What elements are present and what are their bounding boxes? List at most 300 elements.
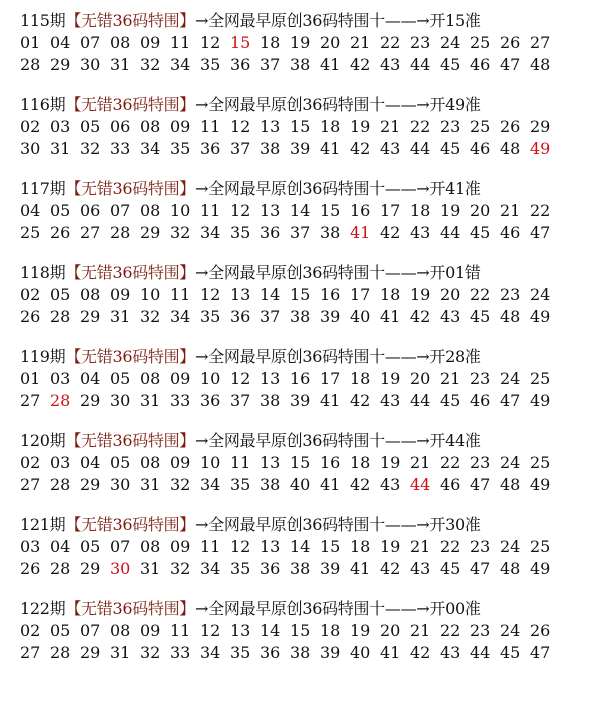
number-cell: 41 xyxy=(320,139,341,158)
number-cell: 24 xyxy=(530,285,551,304)
number-cell: 42 xyxy=(350,391,371,410)
number-cell: 48 xyxy=(500,307,521,326)
number-cell: 06 xyxy=(80,201,101,220)
number-cell: 35 xyxy=(230,223,251,242)
number-cell: 21 xyxy=(380,117,401,136)
issue-result: 44准 xyxy=(445,431,481,450)
number-row xyxy=(20,32,590,54)
number-cell: 29 xyxy=(80,559,101,578)
number-cell: 43 xyxy=(380,139,401,158)
number-cell: 13 xyxy=(260,369,281,388)
number-cell: 46 xyxy=(500,223,521,242)
number-cell: 27 xyxy=(530,33,551,52)
number-cell: 40 xyxy=(350,643,371,662)
issue-result: 00准 xyxy=(445,599,481,618)
number-cell: 16 xyxy=(320,453,341,472)
number-cell: 29 xyxy=(50,55,71,74)
number-cell: 39 xyxy=(290,391,311,410)
number-cell: 07 xyxy=(80,621,101,640)
number-cell: 37 xyxy=(260,307,281,326)
number-cell: 14 xyxy=(290,537,311,556)
number-cell: 22 xyxy=(440,621,461,640)
number-cell: 29 xyxy=(80,475,101,494)
number-cell: 11 xyxy=(170,285,191,304)
number-cell: 32 xyxy=(170,475,191,494)
number-cell: 12 xyxy=(230,117,251,136)
issue-number: 118期 xyxy=(20,263,66,282)
number-cell: 28 xyxy=(20,55,41,74)
number-cell: 49 xyxy=(530,475,551,494)
number-cell: 24 xyxy=(500,537,521,556)
number-cell: 38 xyxy=(290,307,311,326)
number-cell: 45 xyxy=(440,559,461,578)
number-cell: 34 xyxy=(140,139,161,158)
number-cell: 23 xyxy=(440,117,461,136)
number-cell: 20 xyxy=(470,201,491,220)
number-cell: 05 xyxy=(80,117,101,136)
number-cell: 17 xyxy=(320,369,341,388)
number-cell: 21 xyxy=(440,369,461,388)
number-cell: 37 xyxy=(260,55,281,74)
number-cell: 04 xyxy=(20,201,41,220)
issue-arrow-text: →全网最早原创36码特围十——→开 xyxy=(195,599,446,618)
number-cell: 49 xyxy=(530,559,551,578)
number-row xyxy=(20,642,590,664)
number-cell: 25 xyxy=(530,453,551,472)
number-cell: 45 xyxy=(440,55,461,74)
number-cell: 37 xyxy=(230,391,251,410)
number-cell: 31 xyxy=(140,559,161,578)
issue-number: 122期 xyxy=(20,599,66,618)
issue-result: 41准 xyxy=(445,179,481,198)
number-cell: 18 xyxy=(320,621,341,640)
number-cell: 45 xyxy=(440,139,461,158)
issue-number: 121期 xyxy=(20,515,66,534)
issue-block xyxy=(20,598,590,664)
number-cell: 03 xyxy=(50,117,71,136)
number-cell: 38 xyxy=(290,55,311,74)
number-cell: 25 xyxy=(20,223,41,242)
number-cell: 12 xyxy=(200,621,221,640)
number-cell: 02 xyxy=(20,117,41,136)
number-cell: 15 xyxy=(290,621,311,640)
number-cell: 33 xyxy=(170,643,191,662)
number-cell: 08 xyxy=(110,33,131,52)
highlighted-number: 28 xyxy=(50,391,71,410)
number-cell: 16 xyxy=(320,285,341,304)
number-cell: 36 xyxy=(230,55,251,74)
number-cell: 29 xyxy=(530,117,551,136)
number-cell: 42 xyxy=(410,643,431,662)
number-cell: 38 xyxy=(260,475,281,494)
number-cell: 03 xyxy=(50,369,71,388)
number-cell: 07 xyxy=(110,537,131,556)
number-cell: 44 xyxy=(440,223,461,242)
number-cell: 07 xyxy=(110,201,131,220)
number-cell: 48 xyxy=(530,55,551,74)
number-cell: 29 xyxy=(80,643,101,662)
number-cell: 32 xyxy=(140,643,161,662)
issue-arrow-text: →全网最早原创36码特围十——→开 xyxy=(195,263,446,282)
number-cell: 04 xyxy=(50,33,71,52)
number-cell: 17 xyxy=(350,285,371,304)
number-cell: 31 xyxy=(50,139,71,158)
number-cell: 10 xyxy=(200,453,221,472)
number-cell: 38 xyxy=(290,643,311,662)
number-cell: 11 xyxy=(230,453,251,472)
number-cell: 14 xyxy=(260,621,281,640)
number-cell: 49 xyxy=(530,391,551,410)
issue-tag: 【无错36码特围】 xyxy=(65,431,196,450)
number-cell: 20 xyxy=(440,285,461,304)
number-cell: 44 xyxy=(410,139,431,158)
number-cell: 25 xyxy=(530,369,551,388)
number-cell: 30 xyxy=(110,475,131,494)
number-cell: 48 xyxy=(500,475,521,494)
number-cell: 01 xyxy=(20,369,41,388)
number-cell: 46 xyxy=(470,391,491,410)
number-cell: 49 xyxy=(530,307,551,326)
number-cell: 23 xyxy=(470,453,491,472)
number-cell: 28 xyxy=(50,307,71,326)
number-cell: 40 xyxy=(290,475,311,494)
number-cell: 10 xyxy=(200,369,221,388)
number-cell: 19 xyxy=(380,369,401,388)
number-cell: 26 xyxy=(50,223,71,242)
number-cell: 38 xyxy=(260,391,281,410)
number-cell: 11 xyxy=(170,33,191,52)
number-cell: 37 xyxy=(230,139,251,158)
number-cell: 34 xyxy=(200,559,221,578)
number-cell: 40 xyxy=(350,307,371,326)
issue-arrow-text: →全网最早原创36码特围十——→开 xyxy=(195,95,446,114)
number-cell: 41 xyxy=(350,559,371,578)
number-cell: 09 xyxy=(170,453,191,472)
number-cell: 25 xyxy=(470,33,491,52)
number-cell: 08 xyxy=(140,117,161,136)
issue-arrow-text: →全网最早原创36码特围十——→开 xyxy=(195,515,446,534)
number-cell: 44 xyxy=(470,643,491,662)
number-cell: 35 xyxy=(230,643,251,662)
number-cell: 24 xyxy=(500,369,521,388)
number-cell: 32 xyxy=(170,559,191,578)
issue-arrow-text: →全网最早原创36码特围十——→开 xyxy=(195,179,446,198)
number-cell: 19 xyxy=(350,621,371,640)
number-cell: 35 xyxy=(170,139,191,158)
number-cell: 18 xyxy=(350,537,371,556)
issue-header xyxy=(20,178,590,200)
number-cell: 04 xyxy=(80,453,101,472)
issue-result: 28准 xyxy=(445,347,481,366)
number-cell: 18 xyxy=(260,33,281,52)
number-cell: 30 xyxy=(110,391,131,410)
number-cell: 05 xyxy=(50,285,71,304)
number-cell: 19 xyxy=(440,201,461,220)
number-cell: 09 xyxy=(140,33,161,52)
number-cell: 13 xyxy=(230,621,251,640)
number-cell: 35 xyxy=(200,55,221,74)
number-cell: 08 xyxy=(140,369,161,388)
number-cell: 12 xyxy=(200,33,221,52)
issue-number: 120期 xyxy=(20,431,66,450)
number-cell: 32 xyxy=(170,223,191,242)
number-cell: 33 xyxy=(170,391,191,410)
number-cell: 43 xyxy=(410,223,431,242)
number-cell: 23 xyxy=(470,621,491,640)
number-cell: 05 xyxy=(50,621,71,640)
number-cell: 41 xyxy=(320,475,341,494)
number-cell: 24 xyxy=(440,33,461,52)
number-cell: 21 xyxy=(410,537,431,556)
issue-arrow-text: →全网最早原创36码特围十——→开 xyxy=(195,11,446,30)
number-cell: 27 xyxy=(20,391,41,410)
issue-block xyxy=(20,94,590,160)
issue-block xyxy=(20,178,590,244)
issue-number: 117期 xyxy=(20,179,66,198)
highlighted-number: 15 xyxy=(230,33,251,52)
issue-number: 115期 xyxy=(20,11,66,30)
number-cell: 43 xyxy=(380,475,401,494)
issue-result: 15准 xyxy=(445,11,481,30)
number-cell: 19 xyxy=(290,33,311,52)
number-cell: 15 xyxy=(320,201,341,220)
number-cell: 20 xyxy=(320,33,341,52)
number-row xyxy=(20,306,590,328)
number-cell: 26 xyxy=(20,307,41,326)
number-row xyxy=(20,138,590,160)
number-cell: 15 xyxy=(290,285,311,304)
number-cell: 28 xyxy=(50,559,71,578)
number-cell: 12 xyxy=(230,369,251,388)
issue-tag: 【无错36码特围】 xyxy=(65,179,196,198)
number-cell: 34 xyxy=(200,643,221,662)
issue-header xyxy=(20,94,590,116)
number-cell: 43 xyxy=(380,55,401,74)
number-cell: 08 xyxy=(80,285,101,304)
number-cell: 48 xyxy=(500,559,521,578)
number-cell: 42 xyxy=(410,307,431,326)
number-cell: 47 xyxy=(500,391,521,410)
issue-tag: 【无错36码特围】 xyxy=(65,599,196,618)
number-row xyxy=(20,620,590,642)
number-cell: 19 xyxy=(350,117,371,136)
number-cell: 42 xyxy=(350,55,371,74)
number-cell: 18 xyxy=(380,285,401,304)
number-cell: 13 xyxy=(260,117,281,136)
number-cell: 28 xyxy=(50,475,71,494)
number-cell: 08 xyxy=(140,453,161,472)
number-cell: 12 xyxy=(230,537,251,556)
number-row xyxy=(20,54,590,76)
number-cell: 46 xyxy=(470,139,491,158)
number-cell: 23 xyxy=(470,369,491,388)
number-cell: 28 xyxy=(110,223,131,242)
number-row xyxy=(20,284,590,306)
issue-block xyxy=(20,430,590,496)
number-cell: 30 xyxy=(20,139,41,158)
number-cell: 21 xyxy=(410,453,431,472)
number-cell: 29 xyxy=(80,391,101,410)
number-cell: 42 xyxy=(380,559,401,578)
issue-header xyxy=(20,514,590,536)
number-cell: 42 xyxy=(350,475,371,494)
number-cell: 05 xyxy=(80,537,101,556)
number-cell: 22 xyxy=(530,201,551,220)
number-cell: 46 xyxy=(440,475,461,494)
number-cell: 27 xyxy=(20,475,41,494)
number-row xyxy=(20,558,590,580)
number-cell: 03 xyxy=(50,453,71,472)
issue-block xyxy=(20,262,590,328)
number-cell: 20 xyxy=(410,369,431,388)
issue-header xyxy=(20,346,590,368)
number-cell: 07 xyxy=(80,33,101,52)
number-cell: 10 xyxy=(170,201,191,220)
number-cell: 19 xyxy=(410,285,431,304)
number-cell: 16 xyxy=(290,369,311,388)
number-cell: 15 xyxy=(290,117,311,136)
number-cell: 15 xyxy=(320,537,341,556)
number-cell: 44 xyxy=(410,55,431,74)
number-cell: 05 xyxy=(50,201,71,220)
number-cell: 35 xyxy=(230,475,251,494)
number-cell: 38 xyxy=(290,559,311,578)
number-cell: 04 xyxy=(80,369,101,388)
highlighted-number: 44 xyxy=(410,475,431,494)
number-cell: 27 xyxy=(20,643,41,662)
number-cell: 45 xyxy=(470,223,491,242)
number-cell: 24 xyxy=(500,621,521,640)
number-cell: 25 xyxy=(470,117,491,136)
number-cell: 13 xyxy=(260,201,281,220)
number-cell: 39 xyxy=(320,643,341,662)
number-cell: 22 xyxy=(440,537,461,556)
number-cell: 48 xyxy=(500,139,521,158)
number-cell: 43 xyxy=(380,391,401,410)
number-cell: 30 xyxy=(80,55,101,74)
number-cell: 31 xyxy=(140,475,161,494)
number-cell: 31 xyxy=(110,55,131,74)
number-cell: 15 xyxy=(290,453,311,472)
number-cell: 06 xyxy=(110,117,131,136)
issue-number: 119期 xyxy=(20,347,66,366)
issue-header xyxy=(20,10,590,32)
number-row xyxy=(20,536,590,558)
number-cell: 09 xyxy=(140,621,161,640)
number-cell: 45 xyxy=(440,391,461,410)
number-cell: 47 xyxy=(470,559,491,578)
number-cell: 36 xyxy=(260,559,281,578)
number-cell: 26 xyxy=(20,559,41,578)
number-cell: 47 xyxy=(470,475,491,494)
issue-tag: 【无错36码特围】 xyxy=(65,263,196,282)
number-cell: 36 xyxy=(260,223,281,242)
number-cell: 21 xyxy=(350,33,371,52)
number-cell: 41 xyxy=(380,643,401,662)
number-row xyxy=(20,390,590,412)
number-cell: 03 xyxy=(20,537,41,556)
number-cell: 27 xyxy=(80,223,101,242)
number-cell: 26 xyxy=(500,33,521,52)
number-cell: 35 xyxy=(230,559,251,578)
number-cell: 41 xyxy=(320,391,341,410)
number-cell: 46 xyxy=(470,55,491,74)
issue-header xyxy=(20,430,590,452)
number-cell: 20 xyxy=(380,621,401,640)
number-cell: 08 xyxy=(140,201,161,220)
number-cell: 23 xyxy=(500,285,521,304)
number-cell: 18 xyxy=(320,117,341,136)
number-cell: 12 xyxy=(200,285,221,304)
number-cell: 02 xyxy=(20,285,41,304)
issue-block xyxy=(20,514,590,580)
highlighted-number: 41 xyxy=(350,223,371,242)
number-cell: 11 xyxy=(200,117,221,136)
number-cell: 41 xyxy=(380,307,401,326)
issue-header xyxy=(20,598,590,620)
number-cell: 47 xyxy=(500,55,521,74)
issue-arrow-text: →全网最早原创36码特围十——→开 xyxy=(195,347,446,366)
number-cell: 19 xyxy=(380,453,401,472)
issue-block xyxy=(20,346,590,412)
number-cell: 23 xyxy=(410,33,431,52)
issue-result: 30准 xyxy=(445,515,481,534)
number-cell: 31 xyxy=(110,307,131,326)
number-cell: 47 xyxy=(530,223,551,242)
number-cell: 34 xyxy=(200,223,221,242)
number-cell: 39 xyxy=(290,139,311,158)
number-cell: 34 xyxy=(170,55,191,74)
number-cell: 39 xyxy=(320,307,341,326)
number-cell: 37 xyxy=(290,223,311,242)
highlighted-number: 30 xyxy=(110,559,131,578)
number-cell: 42 xyxy=(380,223,401,242)
number-cell: 26 xyxy=(500,117,521,136)
number-row xyxy=(20,222,590,244)
number-cell: 42 xyxy=(350,139,371,158)
number-cell: 31 xyxy=(110,643,131,662)
number-cell: 26 xyxy=(530,621,551,640)
number-cell: 43 xyxy=(410,559,431,578)
number-row xyxy=(20,474,590,496)
number-cell: 13 xyxy=(260,453,281,472)
number-cell: 28 xyxy=(50,643,71,662)
number-cell: 45 xyxy=(500,643,521,662)
number-cell: 36 xyxy=(230,307,251,326)
number-cell: 13 xyxy=(260,537,281,556)
number-cell: 33 xyxy=(110,139,131,158)
number-cell: 12 xyxy=(230,201,251,220)
number-cell: 31 xyxy=(140,391,161,410)
number-row xyxy=(20,452,590,474)
number-cell: 29 xyxy=(80,307,101,326)
number-cell: 02 xyxy=(20,621,41,640)
number-cell: 29 xyxy=(140,223,161,242)
number-cell: 24 xyxy=(500,453,521,472)
number-cell: 04 xyxy=(50,537,71,556)
number-cell: 09 xyxy=(170,537,191,556)
number-cell: 14 xyxy=(260,285,281,304)
number-cell: 32 xyxy=(80,139,101,158)
number-cell: 36 xyxy=(200,139,221,158)
number-cell: 09 xyxy=(170,369,191,388)
number-cell: 25 xyxy=(530,537,551,556)
issue-result: 49准 xyxy=(445,95,481,114)
number-row xyxy=(20,116,590,138)
issue-header xyxy=(20,262,590,284)
number-cell: 05 xyxy=(110,369,131,388)
number-cell: 10 xyxy=(140,285,161,304)
